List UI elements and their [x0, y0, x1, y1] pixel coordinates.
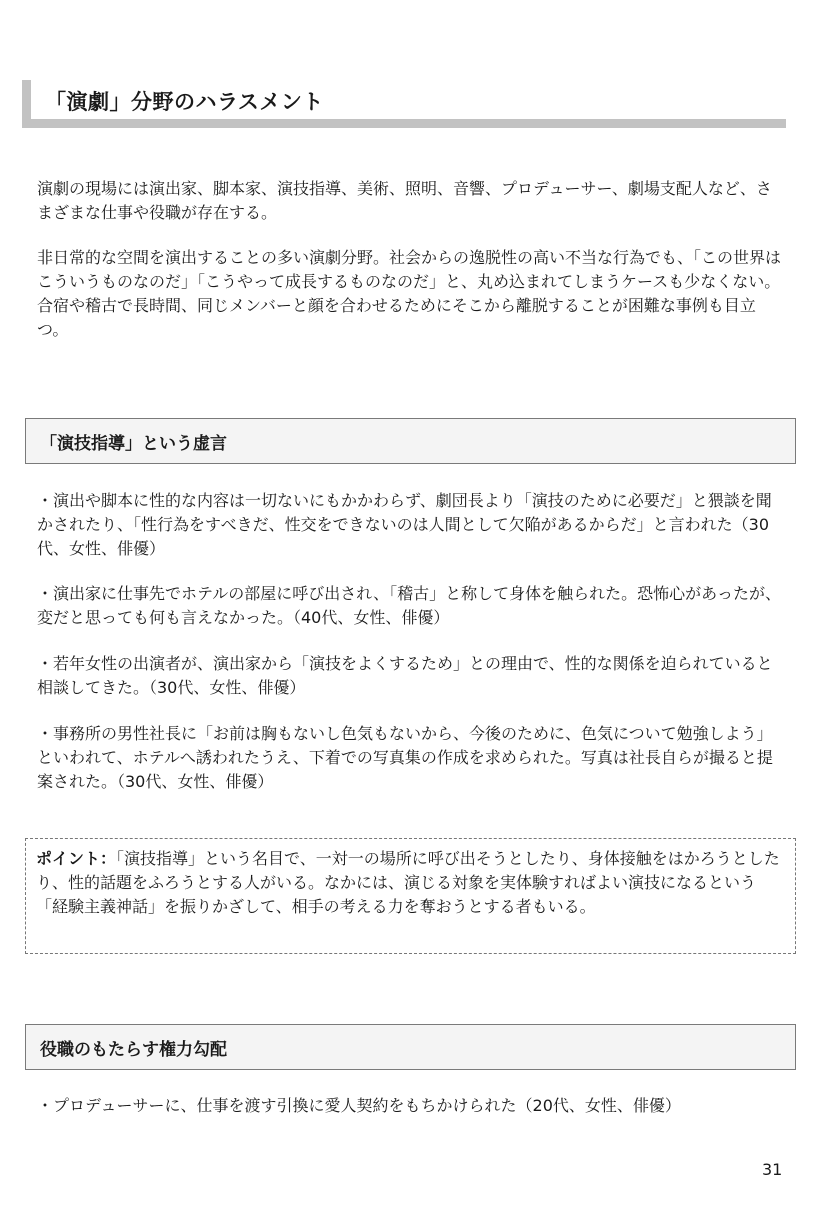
intro-paragraph-2: 非日常的な空間を演出することの多い演劇分野。社会からの逸脱性の高い不当な行為でも、「この世界はこういうものなのだ」「こうやって成長するものなのだ」と、丸め込まれてしまうケースも少なくない。合宿や稽古で長時間、同じメンバーと顔を合わせるためにそこから離脱することが困難な事例も目立つ。 — [37, 248, 782, 339]
case-item: ・演出や脚本に性的な内容は一切ないにもかかわらず、劇団長より「演技のために必要だ」と猥談を聞かされたり、「性行為をすべきだ、性交をできないのは人間として欠陥があるからだ」と言われた（30代、女性、俳優） — [37, 491, 772, 558]
point-body: 「演技指導」という名目で、一対一の場所に呼び出そうとしたり、身体接触をはかろうとしたり、性的話題をふろうとする人がいる。なかには、演じる対象を実体験すればよい演技になるという「経験主義神話」を振りかざして、相手の考える力を奪おうとする者もいる。 — [36, 849, 780, 916]
case-item: ・プロデューサーに、仕事を渡す引換に愛人契約をもちかけられた（20代、女性、俳優） — [37, 1096, 681, 1115]
intro-paragraph-1: 演劇の現場には演出家、脚本家、演技指導、美術、照明、音響、プロデューサー、劇場支配人など、さまざまな仕事や役職が存在する。 — [37, 179, 772, 222]
section-header-power-gradient — [25, 1024, 796, 1070]
section-title: 役職のもたらす権力勾配 — [40, 1040, 227, 1060]
point-callout — [25, 838, 796, 954]
page-title-box — [22, 80, 786, 128]
point-text — [36, 847, 781, 919]
section-header-acting-guidance — [25, 418, 796, 464]
page-number: 31 — [762, 1160, 783, 1179]
page-title: 「演劇」分野のハラスメント — [45, 90, 324, 114]
case-item: ・演出家に仕事先でホテルの部屋に呼び出され、「稽古」と称して身体を触られた。恐怖心があったが、変だと思っても何も言えなかった。（40代、女性、俳優） — [37, 584, 782, 627]
case-item: ・事務所の男性社長に「お前は胸もないし色気もないから、今後のために、色気について勉強しよう」といわれて、ホテルへ誘われたうえ、下着での写真集の作成を求められた。写真は社長自らが撮ると提案された。（30代、女性、俳優） — [37, 724, 773, 791]
case-item: ・若年女性の出演者が、演出家から「演技をよくするため」との理由で、性的な関係を迫られていると相談してきた。（30代、女性、俳優） — [37, 654, 773, 697]
section-title: 「演技指導」という虚言 — [40, 434, 227, 454]
point-label: ポイント： — [36, 849, 117, 868]
